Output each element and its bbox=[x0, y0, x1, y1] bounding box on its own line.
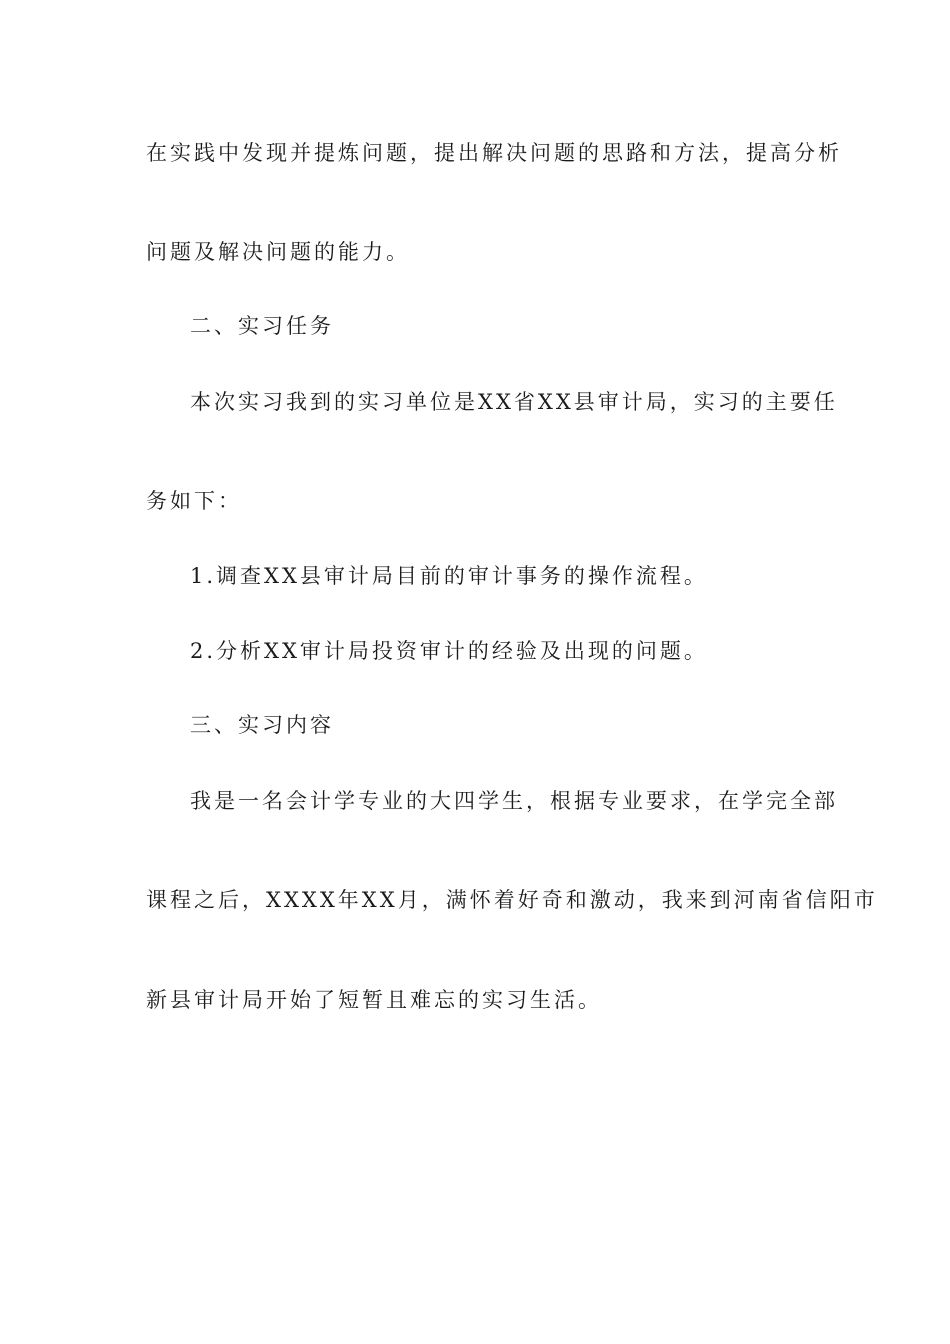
paragraph-line: 我是一名会计学专业的大四学生，根据专业要求，在学完全部 bbox=[190, 789, 838, 813]
paragraph-line: 问题及解决问题的能力。 bbox=[146, 240, 410, 264]
section-heading: 二、实习任务 bbox=[190, 314, 334, 338]
paragraph-line: 课程之后，XXXX年XX月，满怀着好奇和激动，我来到河南省信阳市 bbox=[146, 888, 878, 912]
paragraph-line: 务如下： bbox=[146, 489, 242, 513]
paragraph-line: 新县审计局开始了短暂且难忘的实习生活。 bbox=[146, 988, 602, 1012]
list-item: 1.调查XX县审计局目前的审计事务的操作流程。 bbox=[190, 564, 708, 588]
list-item: 2.分析XX审计局投资审计的经验及出现的问题。 bbox=[190, 639, 708, 663]
section-heading: 三、实习内容 bbox=[190, 713, 334, 737]
paragraph-line: 本次实习我到的实习单位是XX省XX县审计局，实习的主要任 bbox=[190, 390, 838, 414]
paragraph-line: 在实践中发现并提炼问题，提出解决问题的思路和方法，提高分析 bbox=[146, 141, 842, 165]
